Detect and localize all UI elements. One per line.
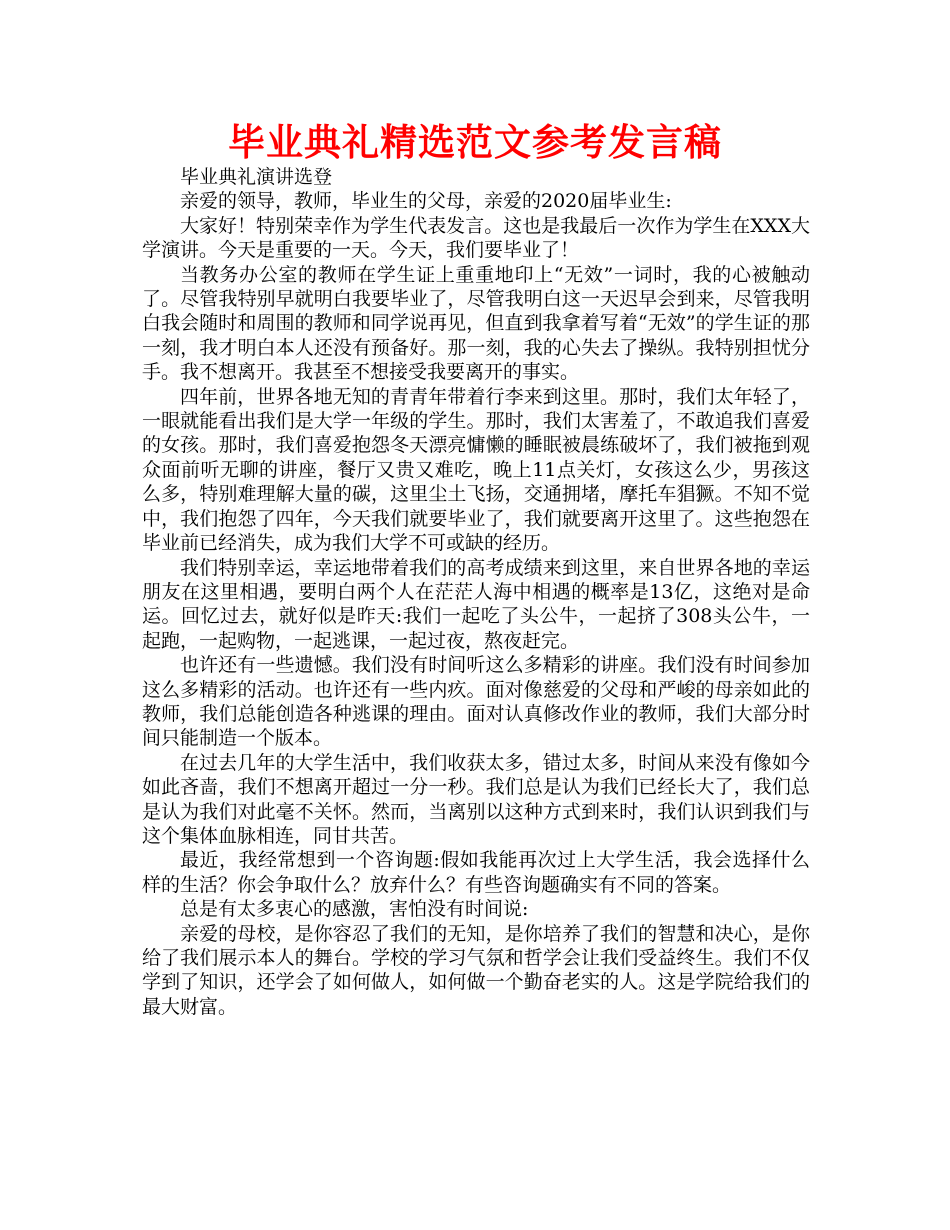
paragraph: 最近，我经常想到一个咨询题:假如我能再次过上大学生活，我会选择什么样的生活？你会争取什么？放弃什么？有些咨询题确实有不同的答案。 (142, 849, 810, 896)
paragraph: 我们特别幸运，幸运地带着我们的高考成绩来到这里，来自世界各地的幸运朋友在这里相遇，要明白两个人在茫茫人海中相遇的概率是13亿，这绝对是命运。回忆过去，就好似是昨天:我们一起吃了头公牛，一起挤了308头公牛，一起跑，一起购物，一起逃课，一起过夜，熬夜赶完。 (142, 556, 810, 652)
paragraph: 亲爱的母校，是你容忍了我们的无知，是你培养了我们的智慧和决心，是你给了我们展示本人的舞台。学校的学习气氛和哲学会让我们受益终生。我们不仅学到了知识，还学会了如何做人，如何做一个勤奋老实的人。这是学院给我们的最大财富。 (142, 922, 810, 1018)
document-body (142, 165, 810, 1019)
paragraph-salutation: 亲爱的领导，教师，毕业生的父母，亲爱的2020届毕业生: (180, 190, 672, 213)
paragraph: 四年前，世界各地无知的青青年带着行李来到这里。那时，我们太年轻了，一眼就能看出我们是大学一年级的学生。那时，我们太害羞了，不敢追我们喜爱的女孩。那时，我们喜爱抱怨冬天漂亮慵懒的睡眠被晨练破坏了，我们被拖到观众面前听无聊的讲座，餐厅又贵又难吃，晚上11点关灯，女孩这么少，男孩这么多，特别难理解大量的碳，这里尘土飞扬，交通拥堵，摩托车猖獗。不知不觉中，我们抱怨了四年，今天我们就要毕业了，我们就要离开这里了。这些抱怨在毕业前已经消失，成为我们大学不可或缺的经历。 (142, 385, 810, 555)
document-title: 毕业典礼精选范文参考发言稿 (228, 121, 722, 164)
paragraph: 在过去几年的大学生活中，我们收获太多，错过太多，时间从来没有像如今如此吝啬，我们不想离开超过一分一秒。我们总是认为我们已经长大了，我们总是认为我们对此毫不关怀。然而，当离别以这种方式到来时，我们认识到我们与这个集体血脉相连，同甘共苦。 (142, 751, 810, 847)
paragraph: 总是有太多衷心的感激，害怕没有时间说: (180, 898, 529, 921)
paragraph: 也许还有一些遗憾。我们没有时间听这么多精彩的讲座。我们没有时间参加这么多精彩的活动。也许还有一些内疚。面对像慈爱的父母和严峻的母亲如此的教师，我们总能创造各种逃课的理由。面对认真修改作业的教师，我们大部分时间只能制造一个版本。 (142, 654, 810, 750)
paragraph: 当教务办公室的教师在学生证上重重地印上“无效”一词时，我的心被触动了。尽管我特别早就明白我要毕业了，尽管我明白这一天迟早会到来，尽管我明白我会随时和周围的教师和同学说再见，但直到我拿着写着“无效”的学生证的那一刻，我才明白本人还没有预备好。那一刻，我的心失去了操纵。我特别担忧分手。我不想离开。我甚至不想接受我要离开的事实。 (142, 263, 810, 384)
paragraph-subtitle: 毕业典礼演讲选登 (180, 166, 333, 188)
paragraph: 大家好！特别荣幸作为学生代表发言。这也是我最后一次作为学生在XXX大学演讲。今天是重要的一天。今天，我们要毕业了！ (142, 214, 810, 262)
